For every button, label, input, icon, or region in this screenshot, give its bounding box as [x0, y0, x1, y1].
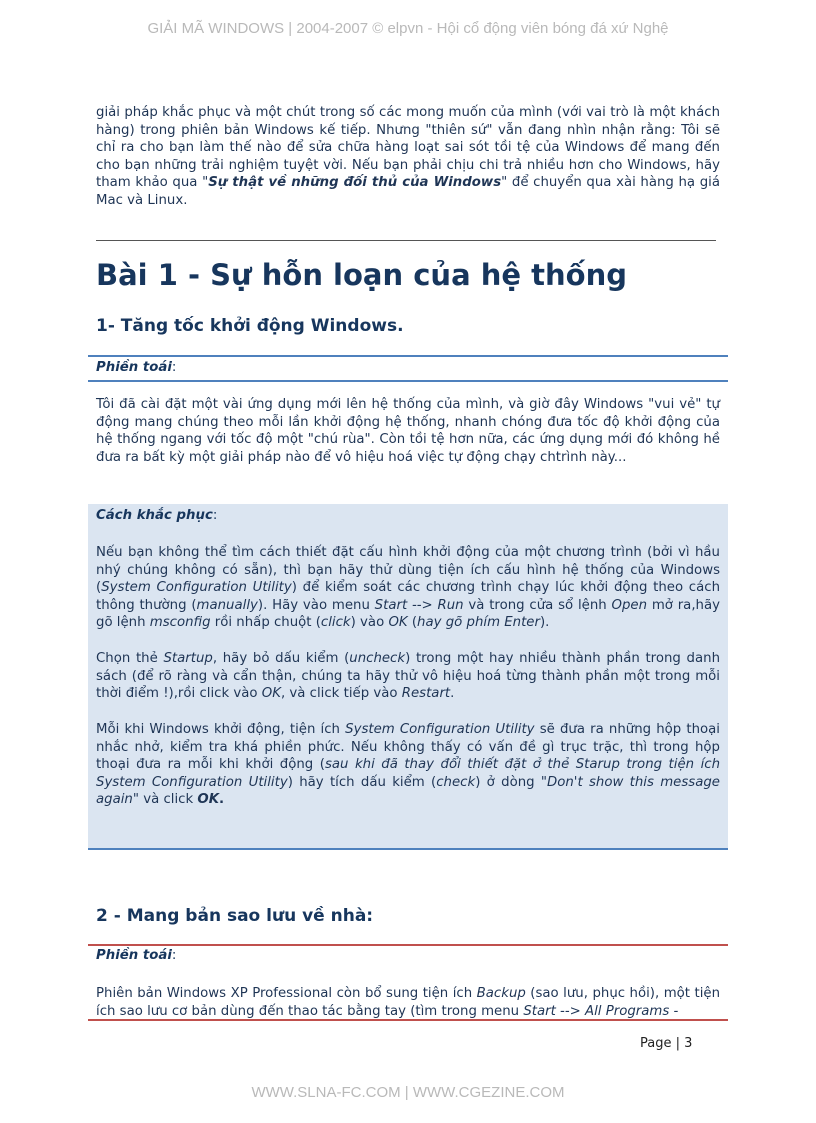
italic-term: OK: [261, 686, 281, 701]
text: .: [450, 686, 455, 701]
intro-text-end: " để chuyển qua xài hàng hạ giá Mac và Linux.: [96, 175, 720, 208]
text: Nếu bạn không thể tìm cách thiết đặt cấu hình khởi động của một chương trình (bởi vì hầu nhý chúng không có sẵn), thì bạn hãy thử dùng tiện ích cấu hình hệ thống của Windows (: [96, 545, 720, 595]
text: , hãy bỏ dấu kiểm (: [212, 651, 350, 666]
fix-paragraph-3: [96, 721, 720, 809]
section1-problem-text: Tôi đã cài đặt một vài ứng dụng mới lên hệ thống của mình, và giờ đây Windows "vui vẻ" tự động mang chúng theo mỗi lần khởi động hệ thống, nhanh chóng đưa tốc độ khởi động của hệ thống ngang với tốc độ một "chú rùa". Còn tồi tệ hơn nữa, các ứng dụng mới đó không hề đưa ra bất kỳ một giải pháp nào để vô hiệu hoá việc tự động chạy chtrình này...: [96, 397, 720, 465]
text: (sao lưu, phục hồi), một tiện ích sao lưu cơ bản dùng đến thao tác bằng tay (tìm trong menu: [96, 986, 721, 1019]
intro-paragraph: [96, 104, 720, 209]
section2-text: [96, 985, 720, 1020]
italic-term: manually: [196, 597, 258, 613]
page-number: Page | 3: [640, 1036, 693, 1051]
italic-term: Start --> Run: [374, 597, 464, 613]
text: Chọn thẻ: [96, 651, 164, 666]
label-colon: :: [212, 508, 218, 523]
text: Phiên bản Windows XP Professional còn bổ sung tiện ích: [96, 986, 477, 1001]
fix-paragraph-2: [96, 650, 720, 703]
text: và trong cửa sổ lệnh: [463, 597, 612, 613]
italic-term: System Configuration Utility: [101, 580, 292, 595]
problem-bottom-rule: [88, 380, 728, 382]
text: .: [219, 792, 225, 807]
section2-top-rule: [88, 944, 728, 946]
italic-term: msconfig: [149, 615, 211, 630]
text: ) ở dòng ": [475, 774, 547, 790]
italic-term: Start --> All Programs -: [523, 1003, 679, 1019]
section2-problem-label: [96, 948, 176, 963]
italic-term: check: [436, 774, 476, 790]
text: ) để kiểm soát các chương trình chạy lúc khởi động theo cách thông thường (: [96, 580, 720, 613]
italic-term: Startup: [163, 651, 213, 666]
text: ).: [539, 615, 550, 630]
italic-term: uncheck: [349, 651, 406, 666]
italic-term: Open: [611, 597, 648, 613]
italic-term: Don't show this message again: [96, 774, 720, 807]
text: " và click: [132, 792, 198, 807]
section1-title: 1- Tăng tốc khởi động Windows.: [96, 316, 404, 336]
label-colon: :: [171, 360, 177, 375]
problem-top-rule: [88, 355, 728, 357]
italic-term: OK: [388, 615, 408, 630]
section1-problem-label: [96, 360, 176, 375]
text: (: [407, 615, 418, 630]
text: ). Hãy vào menu: [257, 597, 375, 613]
italic-term: click: [320, 615, 351, 630]
section1-fix-label: [96, 508, 217, 523]
text: , và click tiếp vào: [280, 686, 402, 701]
italic-term: Backup: [476, 986, 526, 1001]
article-link[interactable]: Sự thật về những đối thủ của Windows: [208, 175, 502, 190]
text: mở ra,hãy gõ lệnh: [96, 597, 720, 630]
problem-label-text: Phiền toái: [96, 948, 172, 963]
italic-term: Restart: [401, 686, 451, 701]
header-watermark: GIẢI MÃ WINDOWS | 2004-2007 © elpvn - Hội cổ động viên bóng đá xứ Nghệ: [147, 20, 669, 37]
fix-label-text: Cách khắc phục: [96, 508, 213, 523]
text: ) vào: [350, 615, 389, 630]
text: Mỗi khi Windows khởi động, tiện ích: [96, 722, 346, 737]
text: rồi nhấp chuột (: [210, 615, 321, 630]
italic-term: System Configuration Utility: [345, 722, 535, 737]
text: ) hãy tích dấu kiểm (: [287, 774, 437, 790]
text: ) trong một hay nhiều thành phần trong danh sách (để rõ ràng và cẩn thận, chúng ta hãy thử vô hiệu hoá từng thành phần một trong mỗi thời điểm !),rồi click vào: [96, 651, 720, 701]
italic-term: sau khi đã thay đổi thiết đặt ở thẻ Starup trong tiện ích System Configuration Utility: [96, 757, 721, 790]
italic-term: OK: [197, 792, 219, 807]
italic-term: hay gõ phím Enter: [417, 615, 540, 630]
footer-watermark: WWW.SLNA-FC.COM | WWW.CGEZINE.COM: [251, 1084, 565, 1101]
section2-title: 2 - Mang bản sao lưu về nhà:: [96, 906, 374, 926]
fix-paragraph-1: [96, 544, 720, 632]
separator-line: [96, 240, 716, 241]
text: sẽ đưa ra những hộp thoại nhắc nhở, kiểm tra khá phiền phức. Nếu không thấy có vấn đề gì trục trặc, thì trong hộp thoại đưa ra mỗi khi khởi động (: [96, 722, 720, 772]
problem-label-text: Phiền toái: [96, 360, 172, 375]
chapter-title: Bài 1 - Sự hỗn loạn của hệ thống: [96, 258, 627, 292]
intro-text: giải pháp khắc phục và một chút trong số các mong muốn của mình (với vai trò là một khách hàng) trong phiên bản Windows kế tiếp. Nhưng "thiên sứ" vẫn đang nhìn nhận rằng: Tôi sẽ chỉ ra cho bạn làm thế nào để sửa chữa hàng loạt sai sót tồi tệ của Windows để mang đến cho bạn những trải nghiệm tuyệt vời. Nếu bạn phải chịu chi trả nhiều hơn cho Windows, hãy tham khảo qua ": [96, 105, 720, 190]
section2-bottom-rule: [88, 1019, 728, 1021]
label-colon: :: [171, 948, 177, 963]
